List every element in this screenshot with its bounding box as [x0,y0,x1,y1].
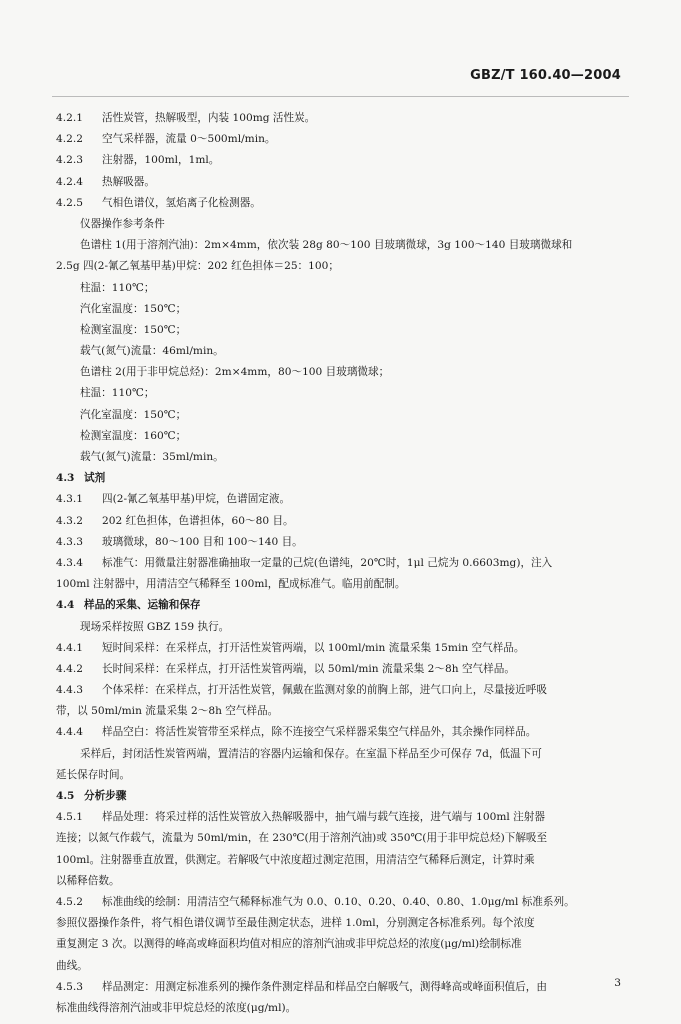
line-text: 活性炭管，热解吸型，内装 100mg 活性炭。 [102,112,316,124]
body-line [56,278,626,299]
standard-code: GBZ/T 160.40—2004 [470,68,621,83]
document-body [56,108,626,1019]
line-text: 标准曲线的绘制：用清洁空气稀释标准气为 0.0、0.10、0.20、0.40、0.80、1.0μg/ml 标准系列。 [102,895,575,908]
body-line [56,341,626,362]
section-line [56,786,626,807]
line-text: 现场采样按照 GBZ 159 执行。 [80,620,230,633]
section-line [56,807,626,828]
line-text: 曲线。 [56,959,88,972]
body-line [56,426,626,447]
section-line [56,892,626,913]
line-text: 空气采样器，流量 0～500ml/min。 [102,133,276,146]
section-number: 4.2.1 [56,112,83,124]
page-number: 3 [614,977,621,989]
body-line [56,913,626,934]
line-text: 气相色谱仪，氢焰离子化检测器。 [102,196,261,209]
line-text: 仪器操作参考条件 [80,217,165,230]
body-line [56,383,626,404]
line-text: 载气(氮气)流量：35ml/min。 [80,451,224,463]
section-number: 4.2.5 [56,196,83,209]
section-number: 4.5.2 [56,895,83,908]
line-text: 玻璃微球，80～100 目和 100～140 目。 [102,535,303,548]
body-line [56,256,626,277]
section-line [56,680,626,701]
line-text: 样品处理：将采过样的活性炭管放入热解吸器中，抽气端与载气连接，进气端与 100ml 注射器 [102,811,545,824]
section-line [56,511,626,532]
section-number: 4.5.3 [56,980,83,993]
body-line [56,701,626,722]
line-text: 检测室温度：150℃； [80,323,187,336]
body-line [56,871,626,892]
body-line [56,447,626,468]
section-heading: 样品的采集、运输和保存 [84,599,201,612]
body-line [56,850,626,871]
line-text: 连接；以氮气作载气，流量为 50ml/min，在 230℃(用于溶剂汽油)或 350℃(用于非甲烷总烃)下解吸至 [56,832,548,845]
line-text: 样品测定：用测定标准系列的操作条件测定样品和样品空白解吸气，测得峰高或峰面积值后，由 [102,980,547,993]
section-number: 4.3.3 [56,535,83,548]
line-text: 汽化室温度：150℃； [80,408,187,421]
section-number: 4.3.2 [56,514,83,527]
line-text: 采样后，封闭活性炭管两端，置清洁的容器内运输和保存。在室温下样品至少可保存 7d，低温下可 [80,747,542,760]
section-number: 4.2.3 [56,154,83,167]
section-number: 4.4.2 [56,662,83,675]
section-line [56,193,626,214]
section-number: 4.4.3 [56,684,83,697]
line-text: 色谱柱 2(用于非甲烷总烃)：2m×4mm，80～100 目玻璃微球； [80,366,390,379]
section-heading: 试剂 [84,472,106,485]
line-text: 重复测定 3 次。以测得的峰高或峰面积均值对相应的溶剂汽油或非甲烷总烃的浓度(μg/ml)绘制标准 [56,938,522,951]
line-text: 2.5g 四(2-氰乙氧基甲基)甲烷：202 红色担体＝25：100； [56,260,339,273]
line-text: 标准曲线得溶剂汽油或非甲烷总烃的浓度(μg/ml)。 [56,1001,297,1014]
section-line [56,172,626,193]
line-text: 延长保存时间。 [56,768,131,781]
body-line [56,214,626,235]
section-number: 4.3.4 [56,556,83,569]
line-text: 以稀释倍数。 [56,874,120,887]
body-line [56,405,626,426]
header-rule [52,96,629,97]
heading-number: 4.4 [56,599,75,612]
heading-number: 4.3 [56,472,75,485]
line-text: 短时间采样：在采样点，打开活性炭管两端，以 100ml/min 流量采集 15min 空气样品。 [102,641,525,654]
section-line [56,595,626,616]
line-text: 注射器，100ml，1ml。 [102,154,220,167]
line-text: 长时间采样：在采样点，打开活性炭管两端，以 50ml/min 流量采集 2～8h 空气样品。 [102,662,515,675]
body-line [56,998,626,1019]
line-text: 检测室温度：160℃； [80,429,187,442]
section-number: 4.4.1 [56,641,83,654]
section-line [56,108,626,129]
line-text: 柱温：110℃； [80,387,155,400]
section-number: 4.3.1 [56,493,83,506]
section-line [56,722,626,743]
body-line [56,617,626,638]
line-text: 色谱柱 1(用于溶剂汽油)：2m×4mm，依次装 28g 80～100 目玻璃微球，3g 100～140 目玻璃微球和 [80,239,573,252]
section-heading: 分析步骤 [84,790,127,802]
section-number: 4.2.4 [56,175,83,188]
body-line [56,934,626,955]
section-line [56,468,626,489]
body-line [56,320,626,341]
section-number: 4.4.4 [56,726,83,739]
line-text: 载气(氮气)流量：46ml/min。 [80,345,224,358]
section-line [56,129,626,150]
section-line [56,532,626,553]
heading-number: 4.5 [56,790,75,802]
section-line [56,489,626,510]
page-header [0,0,681,100]
section-number: 4.2.2 [56,133,83,146]
section-line [56,659,626,680]
line-text: 样品空白：将活性炭管带至采样点，除不连接空气采样器采集空气样品外，其余操作同样品。 [102,726,537,739]
line-text: 标准气：用微量注射器准确抽取一定量的己烷(色谱纯，20℃时，1μl 己烷为 0.6603mg)，注入 [102,556,553,569]
line-text: 热解吸器。 [102,175,155,188]
section-number: 4.5.1 [56,811,83,824]
line-text: 个体采样：在采样点，打开活性炭管，佩戴在监测对象的前胸上部，进气口向上，尽量接近呼吸 [102,684,547,697]
body-line [56,574,626,595]
section-line [56,553,626,574]
body-line [56,362,626,383]
body-line [56,765,626,786]
line-text: 柱温：110℃； [80,281,155,294]
body-line [56,235,626,256]
body-line [56,828,626,849]
line-text: 四(2-氰乙氧基甲基)甲烷，色谱固定液。 [102,493,291,506]
section-line [56,638,626,659]
line-text: 汽化室温度：150℃； [80,302,187,315]
line-text: 带，以 50ml/min 流量采集 2～8h 空气样品。 [56,705,279,718]
section-line [56,977,626,998]
body-line [56,744,626,765]
body-line [56,299,626,320]
body-line [56,956,626,977]
line-text: 100ml 注射器中，用清洁空气稀释至 100ml，配成标准气。临用前配制。 [56,578,406,591]
line-text: 100ml。注射器垂直放置，供测定。若解吸气中浓度超过测定范围，用清洁空气稀释后测定，计算时乘 [56,853,535,866]
line-text: 202 红色担体，色谱担体，60～80 目。 [102,514,294,527]
line-text: 参照仪器操作条件，将气相色谱仪调节至最佳测定状态，进样 1.0ml，分别测定各标准系列。每个浓度 [56,917,535,930]
section-line [56,150,626,171]
